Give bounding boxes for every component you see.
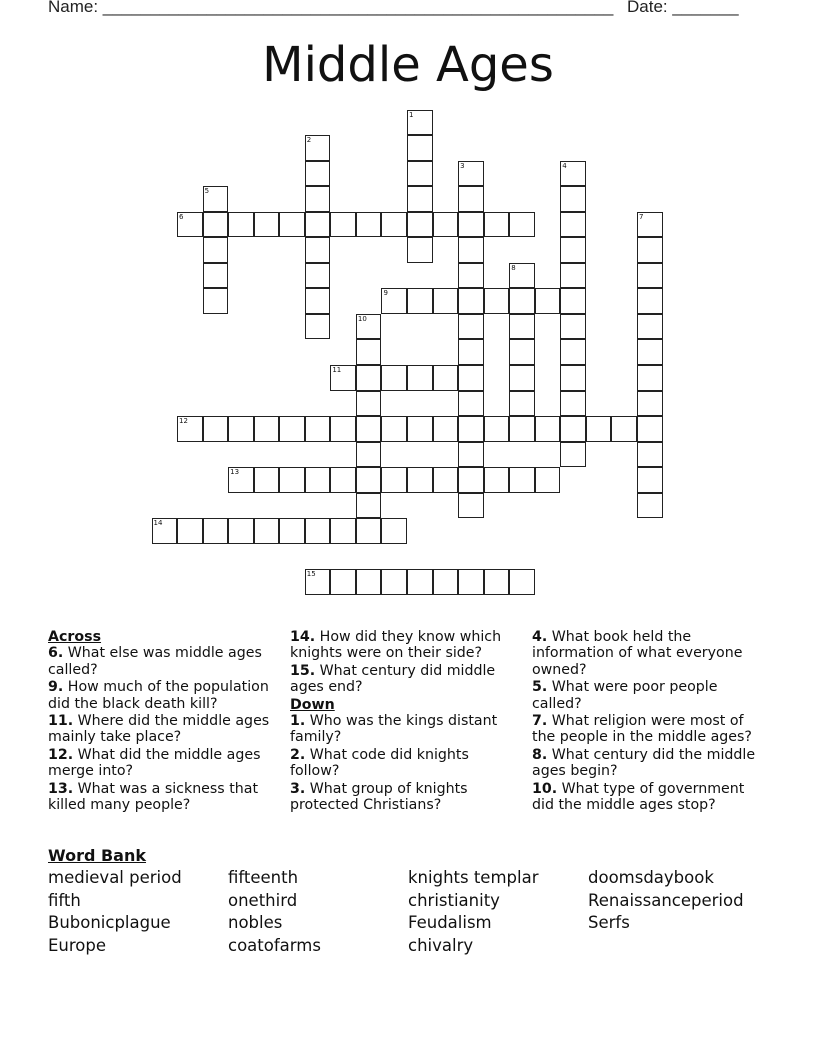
- grid-cell[interactable]: [356, 314, 382, 340]
- name-field-label: Name: ______________________________________________________: [48, 0, 614, 16]
- word-bank-item: medieval period: [48, 868, 182, 887]
- grid-cell[interactable]: [330, 212, 356, 238]
- grid-cell[interactable]: [356, 518, 382, 544]
- grid-cell[interactable]: [458, 263, 484, 289]
- grid-cell[interactable]: [356, 493, 382, 519]
- clue-number: 6: [179, 212, 184, 221]
- grid-cell[interactable]: [305, 161, 331, 187]
- word-bank-item: christianity: [408, 890, 500, 910]
- grid-cell[interactable]: [203, 416, 229, 442]
- clue-number: 12: [179, 417, 188, 426]
- clue-number: 10: [357, 314, 367, 323]
- grid-cell[interactable]: [381, 416, 407, 442]
- grid-cell[interactable]: [228, 416, 254, 442]
- clue-number: 4: [562, 161, 567, 170]
- grid-cell[interactable]: [305, 467, 331, 493]
- grid-cell[interactable]: [407, 237, 433, 263]
- grid-cell[interactable]: [458, 442, 484, 468]
- grid-cell[interactable]: [381, 518, 407, 544]
- clue-number: 5: [204, 187, 210, 196]
- grid-cell[interactable]: [433, 569, 459, 595]
- clue-number: 11: [332, 366, 342, 374]
- grid-cell[interactable]: [381, 467, 407, 493]
- down-clue: 10. What type of government did the middle ages stop?: [532, 780, 745, 814]
- grid-cell[interactable]: [177, 518, 203, 544]
- grid-cell[interactable]: [637, 365, 663, 391]
- down-clue: 7. What religion were most of the people in the middle ages?: [532, 713, 752, 746]
- down-heading: Down: [290, 696, 335, 713]
- grid-cell[interactable]: [484, 212, 510, 238]
- grid-cell[interactable]: [407, 365, 433, 391]
- grid-cell[interactable]: [203, 237, 229, 263]
- grid-cell[interactable]: [509, 416, 535, 442]
- grid-cell[interactable]: [637, 212, 663, 238]
- word-bank: [48, 867, 788, 967]
- grid-cell[interactable]: [228, 518, 254, 544]
- grid-cell[interactable]: [458, 391, 484, 417]
- grid-cell[interactable]: [535, 467, 561, 493]
- grid-cell[interactable]: [305, 263, 331, 289]
- grid-cell[interactable]: [356, 416, 382, 442]
- grid-cell[interactable]: [203, 263, 229, 289]
- grid-cell[interactable]: [458, 493, 484, 519]
- down-clue: 5. What were poor people called?: [532, 679, 718, 712]
- grid-cell[interactable]: [203, 288, 229, 314]
- across-heading: Across: [48, 629, 102, 645]
- grid-cell[interactable]: [458, 212, 484, 238]
- word-bank-item: Renaissanceperiod: [588, 890, 744, 910]
- grid-cell[interactable]: [458, 467, 484, 493]
- grid-cell[interactable]: [484, 467, 510, 493]
- grid-cell[interactable]: [433, 467, 459, 493]
- grid-cell[interactable]: [356, 339, 382, 365]
- grid-cell[interactable]: [407, 467, 433, 493]
- grid-cell[interactable]: [637, 288, 663, 314]
- grid-cell[interactable]: [509, 339, 535, 365]
- grid-cell[interactable]: [509, 467, 535, 493]
- word-bank-item: Feudalism: [408, 913, 492, 932]
- grid-cell[interactable]: [305, 135, 331, 161]
- grid-cell[interactable]: [560, 365, 586, 391]
- down-clue: 2. What code did knights follow?: [290, 746, 469, 780]
- grid-cell[interactable]: [305, 237, 331, 263]
- grid-cell[interactable]: [586, 416, 612, 442]
- grid-cell[interactable]: [407, 416, 433, 442]
- grid-cell[interactable]: [535, 288, 561, 314]
- grid-cell[interactable]: [484, 416, 510, 442]
- word-bank-item: fifth: [48, 890, 81, 910]
- grid-cell[interactable]: [305, 518, 331, 544]
- grid-cell[interactable]: [458, 237, 484, 263]
- grid-cell[interactable]: [560, 237, 586, 263]
- grid-cell[interactable]: [560, 288, 586, 314]
- grid-cell[interactable]: [560, 263, 586, 289]
- date-field-label: Date: _______: [627, 0, 739, 16]
- grid-cell[interactable]: [560, 161, 586, 187]
- grid-cell[interactable]: [254, 518, 280, 544]
- clue-number: 2: [306, 136, 312, 145]
- grid-cell[interactable]: [279, 416, 305, 442]
- grid-cell[interactable]: [407, 110, 433, 136]
- grid-cell[interactable]: [330, 467, 356, 493]
- word-bank-item: Europe: [48, 935, 107, 955]
- grid-cell[interactable]: [177, 212, 203, 238]
- across-clue: 6. What else was middle ages called?: [48, 645, 262, 678]
- clue-number: 13: [230, 468, 240, 477]
- grid-cell[interactable]: [330, 569, 356, 595]
- grid-cell[interactable]: [305, 416, 331, 442]
- grid-cell[interactable]: [560, 339, 586, 365]
- grid-cell[interactable]: [381, 365, 407, 391]
- grid-cell[interactable]: [254, 212, 280, 238]
- grid-cell[interactable]: [560, 314, 586, 340]
- down-clue: 4. What book held the information of what everyone owned?: [532, 629, 743, 678]
- grid-cell[interactable]: [637, 493, 663, 519]
- grid-cell[interactable]: [637, 467, 663, 493]
- word-bank-title: Word Bank: [48, 846, 147, 865]
- clue-number: 15: [306, 570, 316, 579]
- grid-cell[interactable]: [279, 467, 305, 493]
- grid-cell[interactable]: [433, 212, 459, 238]
- grid-cell[interactable]: [152, 518, 178, 544]
- word-bank-item: knights templar: [408, 868, 539, 887]
- grid-cell[interactable]: [407, 288, 433, 314]
- grid-cell[interactable]: [637, 314, 663, 340]
- grid-cell[interactable]: [356, 467, 382, 493]
- word-bank-item: nobles: [228, 913, 283, 932]
- grid-cell[interactable]: [305, 186, 331, 212]
- grid-cell[interactable]: [279, 518, 305, 544]
- grid-cell[interactable]: [356, 442, 382, 468]
- grid-cell[interactable]: [305, 288, 331, 314]
- down-clue: 8. What century did the middle ages begin?: [532, 746, 756, 780]
- grid-cell[interactable]: [305, 314, 331, 340]
- grid-cell[interactable]: [407, 186, 433, 212]
- clue-number: 1: [409, 110, 414, 119]
- grid-cell[interactable]: [484, 288, 510, 314]
- grid-cell[interactable]: [407, 161, 433, 187]
- grid-cell[interactable]: [458, 314, 484, 340]
- grid-cell[interactable]: [509, 314, 535, 340]
- grid-cell[interactable]: [509, 391, 535, 417]
- grid-cell[interactable]: [637, 442, 663, 468]
- clue-number: 3: [460, 161, 465, 170]
- grid-cell[interactable]: [458, 416, 484, 442]
- grid-cell[interactable]: [637, 339, 663, 365]
- grid-cell[interactable]: [330, 518, 356, 544]
- grid-cell[interactable]: [203, 186, 229, 212]
- clue-number: 8: [511, 263, 516, 272]
- grid-cell[interactable]: [509, 212, 535, 238]
- grid-cell[interactable]: [637, 263, 663, 289]
- grid-cell[interactable]: [330, 416, 356, 442]
- word-bank-item: Bubonicplague: [48, 913, 171, 932]
- grid-cell[interactable]: [203, 212, 229, 238]
- grid-cell[interactable]: [356, 569, 382, 595]
- grid-cell[interactable]: [560, 186, 586, 212]
- clues-column-3: [532, 629, 764, 814]
- word-bank-item: Serfs: [588, 913, 630, 932]
- grid-cell[interactable]: [407, 135, 433, 161]
- grid-cell[interactable]: [560, 212, 586, 238]
- grid-cell[interactable]: [381, 569, 407, 595]
- grid-cell[interactable]: [381, 288, 407, 314]
- across-clue: 11. Where did the middle ages mainly take place?: [48, 713, 270, 746]
- grid-cell[interactable]: [560, 442, 586, 468]
- grid-cell[interactable]: [637, 391, 663, 417]
- across-clue: 13. What was a sickness that killed many people?: [48, 780, 259, 814]
- grid-cell[interactable]: [458, 339, 484, 365]
- down-clue: 1. Who was the kings distant family?: [290, 713, 498, 746]
- grid-cell[interactable]: [279, 212, 305, 238]
- grid-cell[interactable]: [305, 212, 331, 238]
- grid-cell[interactable]: [330, 365, 356, 391]
- grid-cell[interactable]: [177, 416, 203, 442]
- grid-cell[interactable]: [356, 365, 382, 391]
- grid-cell[interactable]: [305, 569, 331, 595]
- grid-cell[interactable]: [458, 569, 484, 595]
- grid-cell[interactable]: [407, 212, 433, 238]
- grid-cell[interactable]: [381, 212, 407, 238]
- grid-cell[interactable]: [458, 186, 484, 212]
- across-clue: 12. What did the middle ages merge into?: [48, 746, 261, 780]
- grid-cell[interactable]: [458, 161, 484, 187]
- grid-cell[interactable]: [356, 391, 382, 417]
- across-clue: 9. How much of the population did the black death kill?: [48, 679, 269, 712]
- grid-cell[interactable]: [458, 365, 484, 391]
- grid-cell[interactable]: [637, 416, 663, 442]
- grid-cell[interactable]: [203, 518, 229, 544]
- grid-cell[interactable]: [509, 365, 535, 391]
- grid-cell[interactable]: [407, 569, 433, 595]
- grid-cell[interactable]: [356, 212, 382, 238]
- grid-cell[interactable]: [637, 237, 663, 263]
- grid-cell[interactable]: [433, 416, 459, 442]
- clues-column-2: [290, 629, 522, 814]
- word-bank-item: chivalry: [408, 935, 474, 955]
- across-clue: 15. What century did middle ages end?: [290, 662, 496, 696]
- grid-cell[interactable]: [433, 365, 459, 391]
- across-clue: 14. How did they know which knights were on their side?: [290, 629, 502, 662]
- grid-cell[interactable]: [458, 288, 484, 314]
- grid-cell[interactable]: [509, 263, 535, 289]
- grid-cell[interactable]: [433, 288, 459, 314]
- clue-number: 9: [383, 289, 388, 298]
- grid-cell[interactable]: [254, 467, 280, 493]
- word-bank-item: doomsdaybook: [588, 868, 714, 887]
- grid-cell[interactable]: [228, 467, 254, 493]
- grid-cell[interactable]: [484, 569, 510, 595]
- clues-column-1: [48, 629, 280, 814]
- grid-cell[interactable]: [509, 288, 535, 314]
- clue-number: 14: [153, 519, 163, 528]
- grid-cell[interactable]: [560, 391, 586, 417]
- page-title: Middle Ages: [262, 37, 554, 93]
- grid-cell[interactable]: [611, 416, 637, 442]
- grid-cell[interactable]: [560, 416, 586, 442]
- word-bank-item: onethird: [228, 890, 298, 910]
- word-bank-item: fifteenth: [228, 868, 299, 887]
- grid-cell[interactable]: [228, 212, 254, 238]
- grid-cell[interactable]: [509, 569, 535, 595]
- grid-cell[interactable]: [254, 416, 280, 442]
- clue-number: 7: [638, 212, 644, 221]
- word-bank-item: coatofarms: [228, 935, 321, 955]
- grid-cell[interactable]: [535, 416, 561, 442]
- down-clue: 3. What group of knights protected Christians?: [290, 780, 468, 814]
